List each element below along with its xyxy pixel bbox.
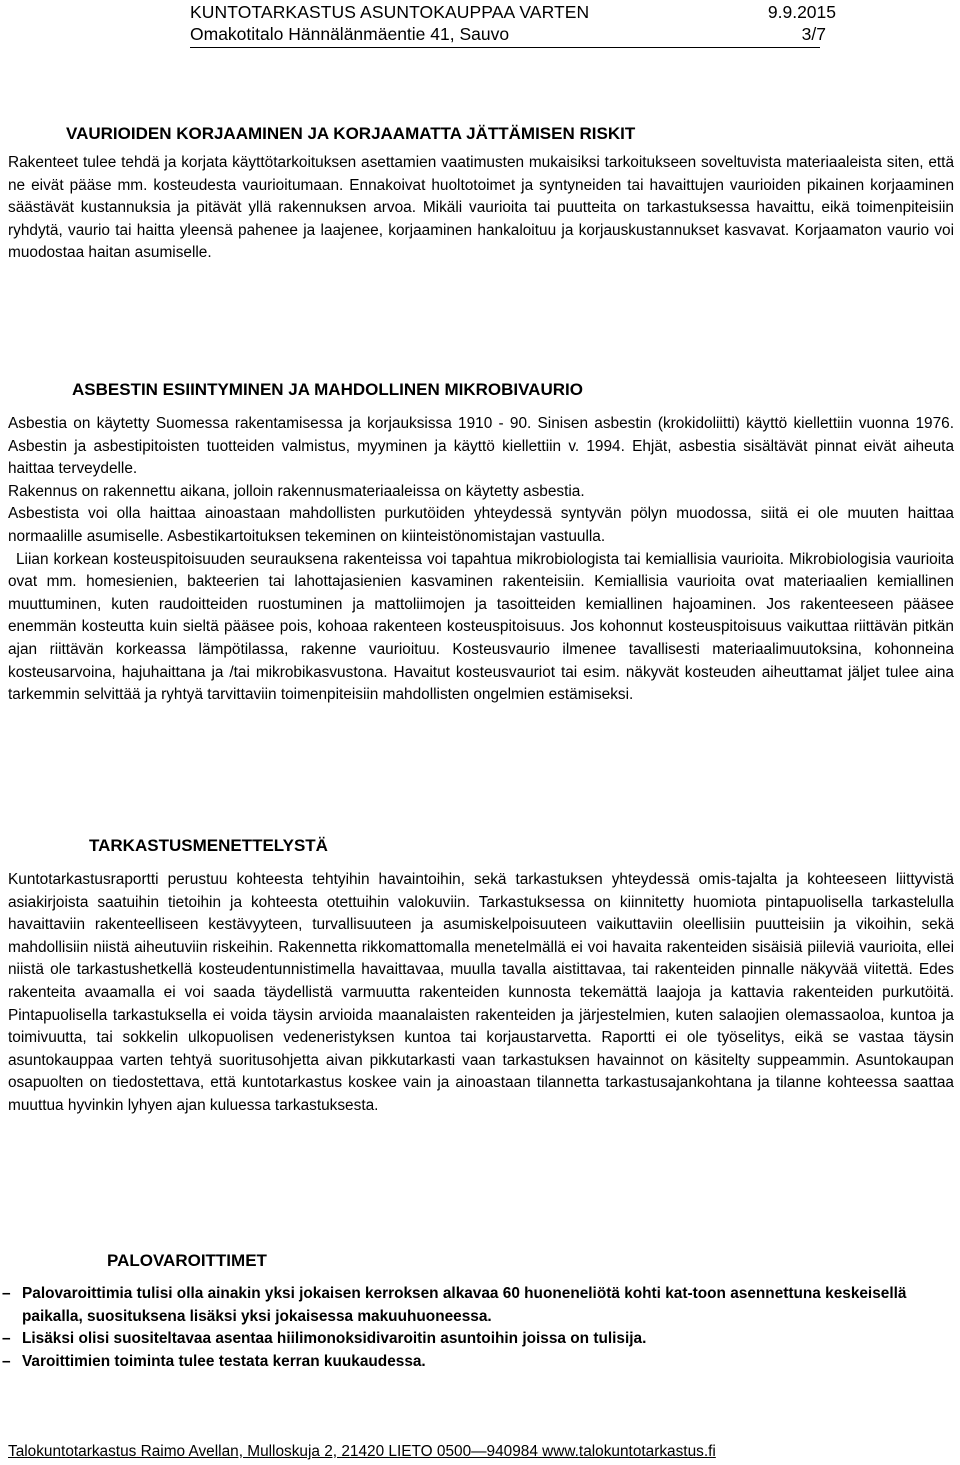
list-item (2, 1328, 908, 1351)
paragraph: Asbestista voi olla haittaa ainoastaan mahdollisten purkutöiden yhteydessä syntyvän pölyn muodossa, siitä ei ole muuten haittaa normaalille asumiselle. Asbestikartoituksen tekeminen on kiinteistönomistajan vastuulla. (8, 505, 954, 545)
list-item-text: Palovaroittimia tulisi olla ainakin yksi jokaisen kerroksen alkavaa 60 huoneneliötä kohti kat-toon asennettuna keskeisellä paikalla, suosituksena lisäksi yksi jokaisessa makuuhuoneessa. (22, 1285, 907, 1325)
header-rule (190, 47, 820, 48)
list-item (2, 1283, 908, 1328)
smoke-alarm-list (2, 1283, 908, 1373)
footer-text[interactable]: Talokuntotarkastus Raimo Avellan, Mulloskuja 2, 21420 LIETO 0500—940984 www.talokuntotarkastus.fi (8, 1443, 716, 1460)
header-title: KUNTOTARKASTUS ASUNTOKAUPPAA VARTEN (190, 2, 590, 22)
section-body-asbestos (8, 413, 954, 707)
header-address: Omakotitalo Hännälänmäentie 41, Sauvo (190, 24, 510, 44)
footer (8, 1443, 716, 1461)
section-body-inspection (8, 869, 954, 1118)
dash-bullet: – (2, 1285, 11, 1302)
section-heading-asbestos: ASBESTIN ESIINTYMINEN JA MAHDOLLINEN MIKROBIVAURIO (72, 380, 583, 399)
list-item (2, 1351, 908, 1374)
dash-bullet: – (2, 1352, 11, 1370)
paragraph: Rakenteet tulee tehdä ja korjata käyttötarkoituksen asettamien vaatimusten mukaisiksi tarkoitukseen soveltuvista materiaaleista siten, että ne eivät pääse mm. kosteudesta vaurioitumaan. Ennakoivat huoltotoimet ja syntyneiden tai havaittujen vaurioiden pikainen korjaaminen säästävät kustannuksia ja pitävät yllä rakennuksen arvoa. Mikäli vaurioita tai puutteita on tarkastuksessa havaittu, eikä toimenpiteisiin ryhdytä, vaurio tai haitta yleensä pahenee ja laajenee, korjaaminen hankaloituu ja korjauskustannukset kasvavat. Korjaamaton vaurio voi muodostaa haitan asumiselle. (8, 154, 954, 262)
paragraph: Liian korkean kosteuspitoisuuden seurauksena rakenteissa voi tapahtua mikrobiologista tai kemiallisia vaurioita. Mikrobiologisia vaurioita ovat mm. homesienien, bakteerien tai lahottajasienien kasvaminen rakenteisiin. Kemiallisia vaurioita ovat materiaalien kemiallinen muuttuminen, kuten raudoitteiden ruostuminen ja mattoliimojen ja tasoitteiden kemiallinen hajoaminen. Jos rakenteeseen pääsee enemmän kosteutta kuin sieltä pääsee pois, kohoaa rakenteen kosteuspitoisuus. Jos kohonnut kosteuspitoisuus vaikuttaa riittävän pitkän ajan riittävän korkeassa lämpötilassa, rakenne vaurioituu. Kosteusvaurio ilmenee tavallisesti materiaalimuutoksina, kohonneina kosteusarvoina, hajuhaittana ja /tai mikrobikasvustona. Havaitut kosteusvauriot tai esim. näkyvät kosteuden aiheuttamat jäljet tulee aina tarkemmin selvittää ja ryhtyä tarvittaviin toimenpiteisiin mahdollisten ongelmien estämiseksi. (8, 550, 954, 704)
header-address-row (190, 24, 830, 46)
paragraph: Kuntotarkastusraportti perustuu kohteesta tehtyihin havaintoihin, sekä tarkastuksen yhteydessä omis-tajalta ja kohteeseen liittyvistä asiakirjoista saatuihin tietoihin ja kohteesta otettuihin valokuviin. Tarkastuksessa on kiinnitetty huomiota pintapuolisella tarkastelulla havaittaviin rakenteelliseen kestävyyteen, turvallisuuteen ja asumiskelpoisuuteen vaikuttaviin oleellisiin puutteisiin ja vikoihin, sekä mahdollisiin niistä aiheutuviin riskeihin. Rakennetta rikkomattomalla menetelmällä ei voi havaita rakenteiden sisäisiä piileviä vaurioita, ellei niistä ole tarkastushetkellä kosteudentunnistimella havaittavaa, muulla tavalla aistittavaa, tai rakenteiden pinnalle näkyvää viitettä. Edes rakenteita avaamalla ei voi saada täydellistä varmuutta rakenteiden kunnosta tekemättä laajoja ja kattavia rakenteiden purkutöitä. Pintapuolisella tarkastuksella ei voida täysin arvioida maanalaisten rakenteiden ja järjestelmien, kuten salaojien olemassaoloa, kuntoa ja toimivuutta, tai sokkelin ulkopuolisen vedeneristyksen kuntoa tai korjaustarvetta. Raportti ei ole työselitys, eikä se vastaa täysin asuntokauppaa varten tehtyä suoritusohjetta aivan pikkutarkasti vaan tarkastuksen havainnot on käsitelty suppeammin. Asuntokaupan osapuolten on tiedostettava, että kuntotarkastus koskee vain ja ainoastaan tilannetta tarkastusajankohtana ja tilanne kohteessa saattaa muuttua hyvinkin lyhyen ajan kuluessa tarkastuksesta. (8, 871, 954, 1114)
section-heading-smoke-alarms: PALOVAROITTIMET (107, 1251, 267, 1270)
paragraph: Rakennus on rakennettu aikana, jolloin rakennusmateriaaleissa on käytetty asbestia. (8, 482, 585, 500)
header-row (190, 2, 836, 24)
list-item-text: Varoittimien toiminta tulee testata kerran kuukaudessa. (22, 1352, 426, 1370)
list-item-text: Lisäksi olisi suositeltavaa asentaa hiilimonoksidivaroitin asuntoihin joissa on tulisija. (22, 1330, 647, 1348)
section-heading-inspection: TARKASTUSMENETTELYSTÄ (89, 836, 328, 855)
section-heading-repairs: VAURIOIDEN KORJAAMINEN JA KORJAAMATTA JÄTTÄMISEN RISKIT (66, 124, 636, 143)
section-body-repairs (8, 152, 954, 265)
dash-bullet: – (2, 1330, 11, 1348)
paragraph: Asbestia on käytetty Suomessa rakentamisessa ja korjauksissa 1910 - 90. Sinisen asbestin (krokidoliitti) käyttö kiellettiin vuonna 1976. Asbestin ja asbestipitoisten tuotteiden valmistus, myyminen ja käyttö kiellettiin v. 1994. Ehjät, asbestia sisältävät pinnat eivät aiheuta haittaa terveydelle. (8, 415, 954, 478)
page-number: 3/7 (801, 24, 826, 44)
header-date: 9.9.2015 (767, 2, 836, 22)
